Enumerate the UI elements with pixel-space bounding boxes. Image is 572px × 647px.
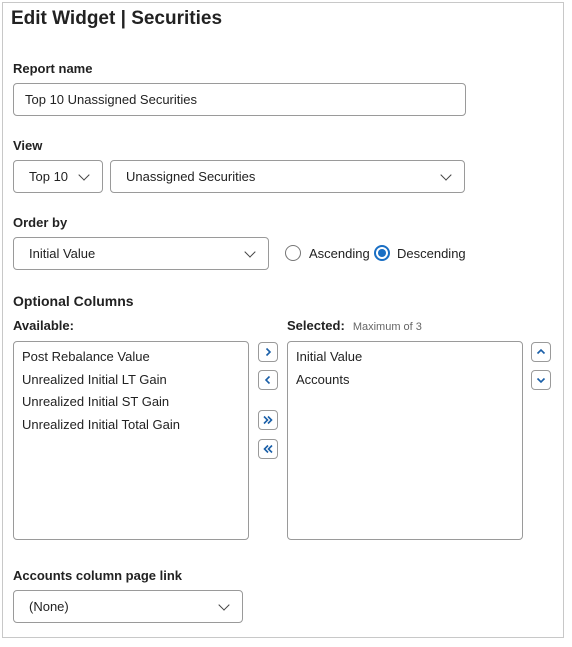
chevron-down-icon <box>78 169 89 180</box>
double-chevron-right-icon <box>262 415 274 425</box>
list-item[interactable]: Unrealized Initial LT Gain <box>22 371 167 387</box>
order-by-label: Order by <box>13 215 68 230</box>
chevron-right-icon <box>263 347 273 357</box>
available-columns-list[interactable] <box>13 341 249 540</box>
chevron-down-icon <box>218 599 229 610</box>
view-label: View <box>13 138 43 153</box>
ascending-label: Ascending <box>309 245 370 261</box>
move-all-left-button[interactable] <box>258 439 278 459</box>
selected-header <box>287 318 422 333</box>
chevron-down-icon <box>244 246 255 257</box>
list-item[interactable]: Initial Value <box>296 349 363 364</box>
move-up-button[interactable] <box>531 342 551 362</box>
descending-radio[interactable] <box>374 245 390 261</box>
view-type-select[interactable] <box>110 160 465 193</box>
move-left-button[interactable] <box>258 370 278 390</box>
selected-max-hint: Maximum of 3 <box>352 321 422 333</box>
accounts-link-label: Accounts column page link <box>13 568 183 583</box>
ascending-radio[interactable] <box>285 245 301 261</box>
accounts-link-value: (None) <box>29 599 69 614</box>
view-count-select[interactable] <box>13 160 103 193</box>
optional-columns-title: Optional Columns <box>13 293 134 309</box>
double-chevron-left-icon <box>262 444 274 454</box>
selected-columns-list[interactable] <box>287 341 523 540</box>
report-name-value: Top 10 Unassigned Securities <box>25 92 197 107</box>
move-right-button[interactable] <box>258 342 278 362</box>
move-down-button[interactable] <box>531 370 551 390</box>
chevron-up-icon <box>536 347 546 357</box>
list-item[interactable]: Unrealized Initial Total Gain <box>22 416 181 432</box>
selected-label: Selected: <box>287 318 345 333</box>
list-item[interactable]: Post Rebalance Value <box>22 349 150 364</box>
move-all-right-button[interactable] <box>258 410 278 430</box>
order-by-select[interactable] <box>13 237 269 270</box>
report-name-input[interactable] <box>13 83 466 116</box>
view-type-value: Unassigned Securities <box>126 169 256 184</box>
list-item[interactable]: Accounts <box>296 371 350 387</box>
order-by-value: Initial Value <box>29 246 96 261</box>
list-item[interactable]: Unrealized Initial ST Gain <box>22 394 170 409</box>
accounts-link-select[interactable] <box>13 590 243 623</box>
descending-label: Descending <box>397 245 466 261</box>
dialog-title: Edit Widget | Securities <box>11 8 223 29</box>
available-label: Available: <box>13 318 74 333</box>
view-count-value: Top 10 <box>29 169 69 184</box>
chevron-down-icon <box>440 169 451 180</box>
ascending-radio-option[interactable] <box>285 245 370 261</box>
chevron-down-icon <box>536 375 546 385</box>
chevron-left-icon <box>263 375 273 385</box>
descending-radio-option[interactable] <box>374 245 466 261</box>
report-name-label: Report name <box>13 61 93 76</box>
